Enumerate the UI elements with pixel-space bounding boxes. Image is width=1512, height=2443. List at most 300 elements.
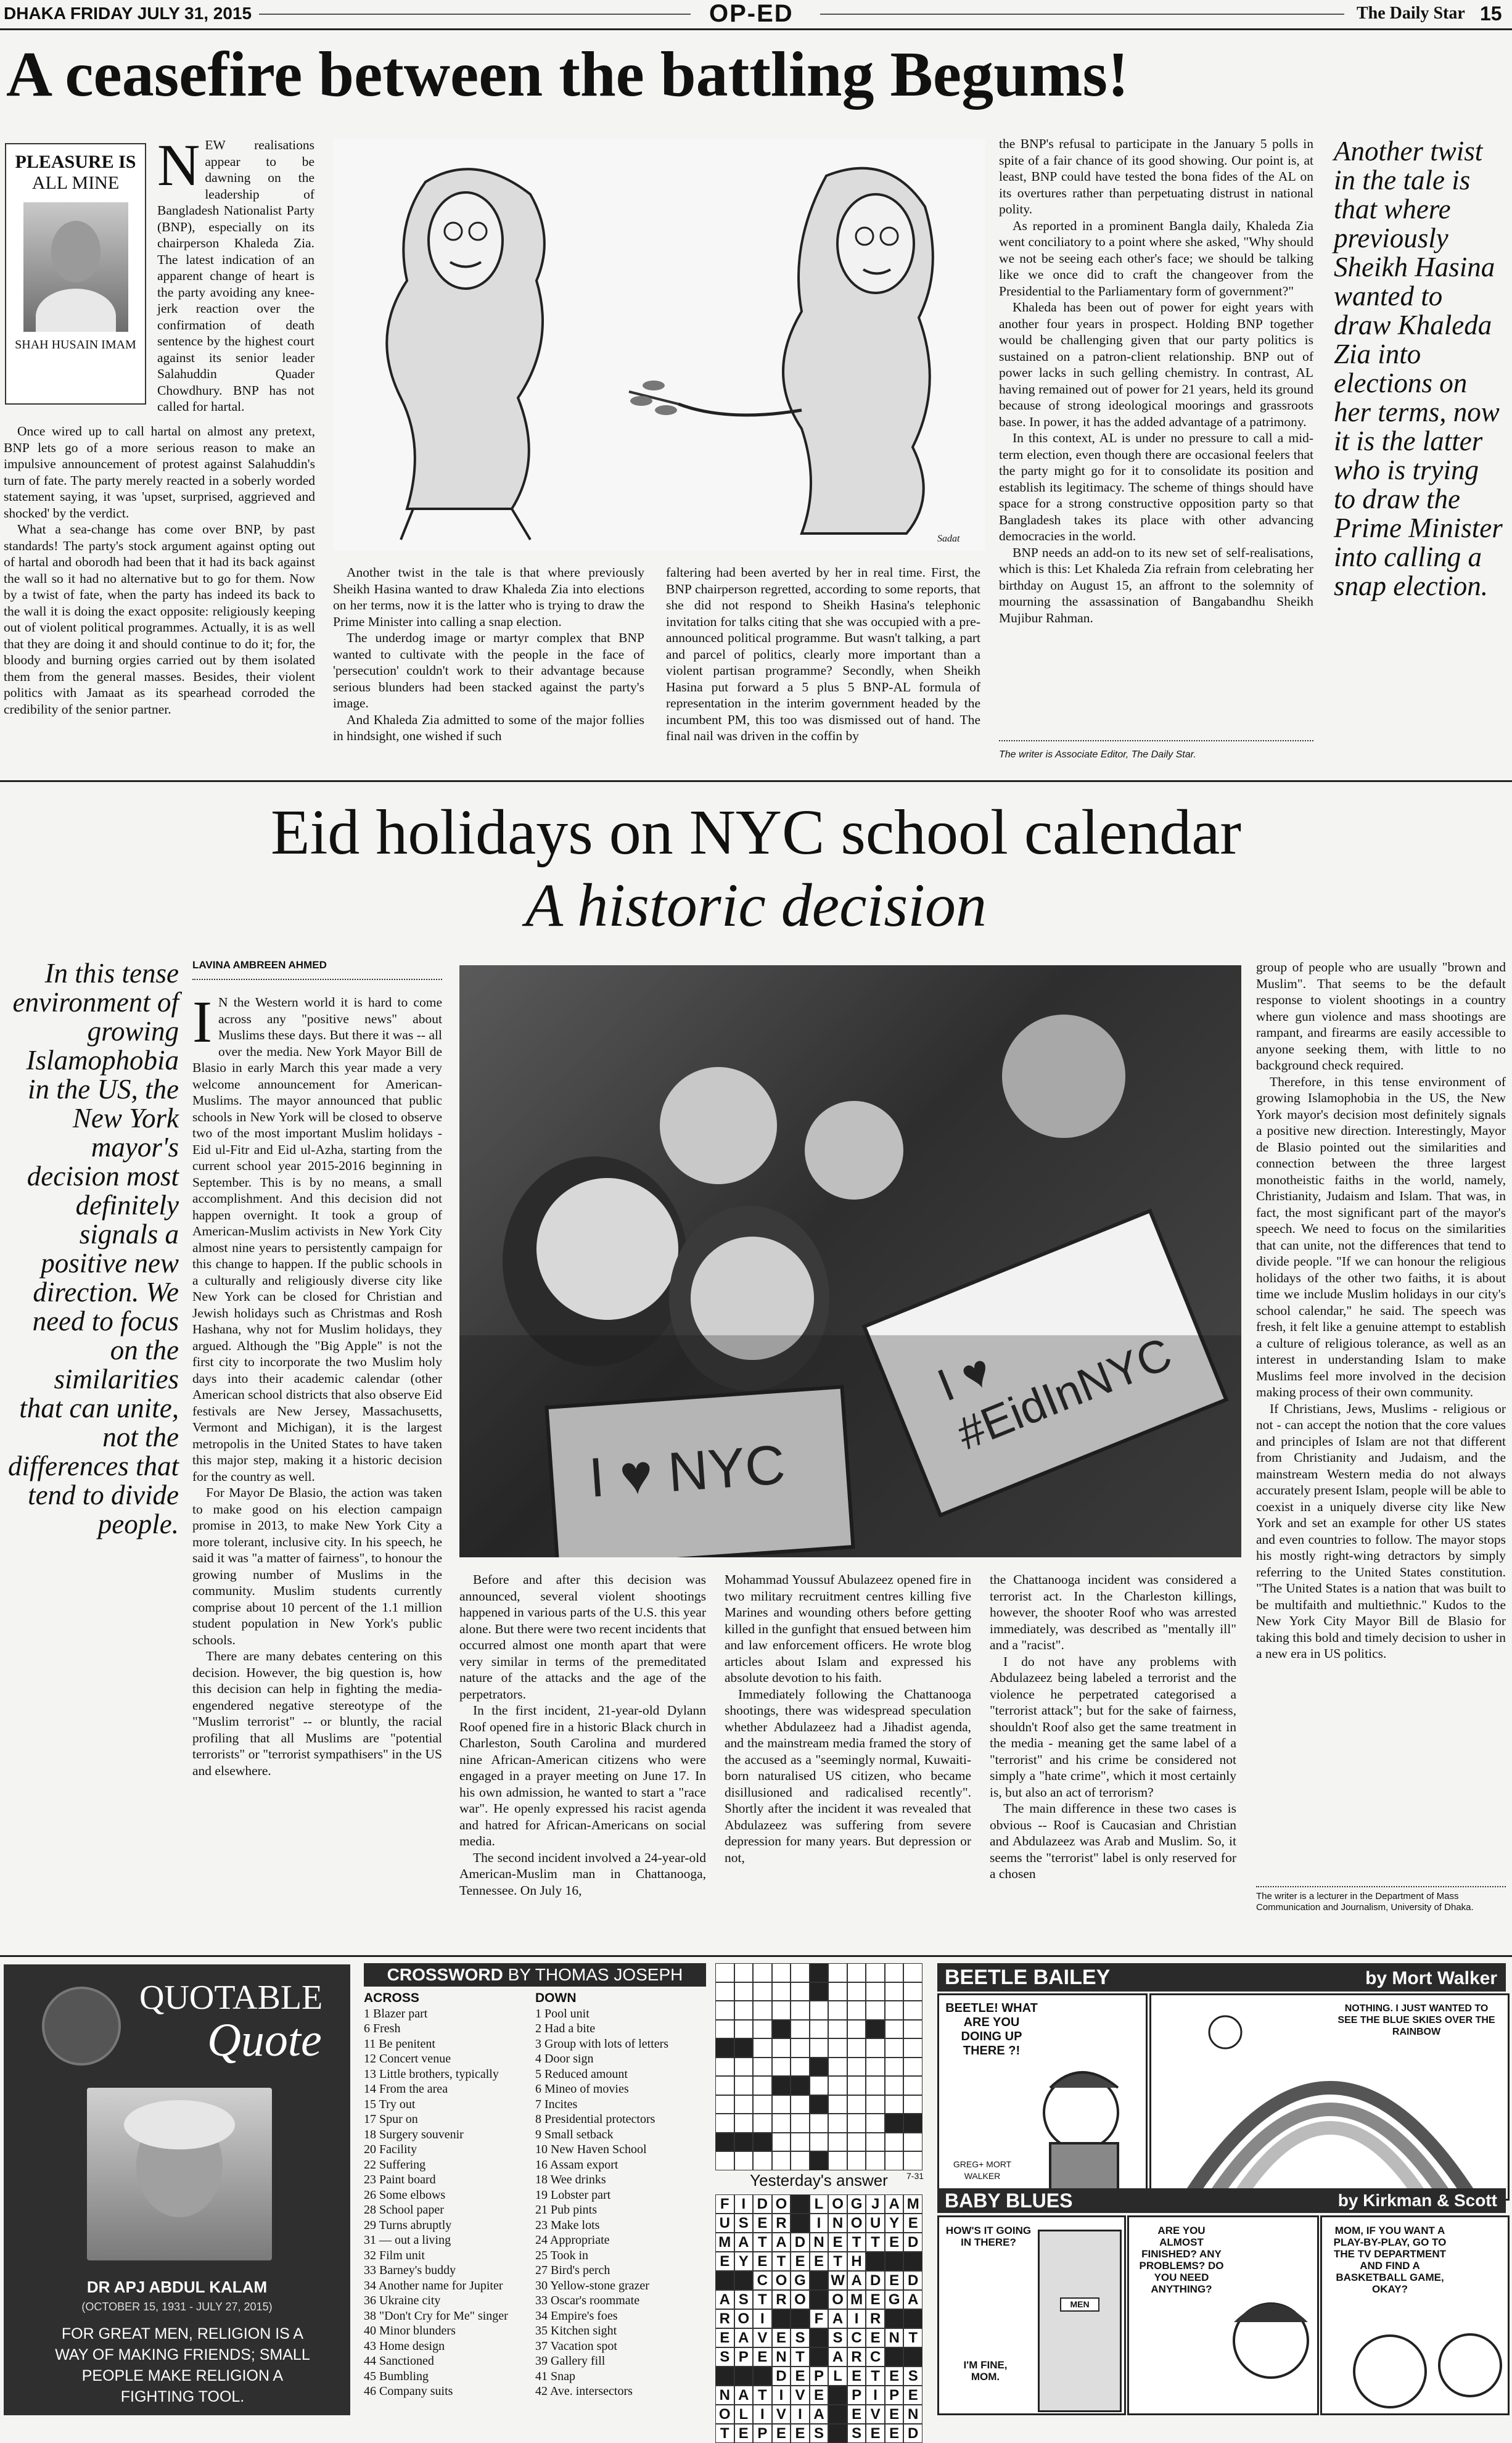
author-name: SHAH HUSAIN IMAM	[15, 338, 136, 352]
grid-cell	[753, 2058, 772, 2077]
answer-cell: O	[828, 2194, 847, 2214]
down-clue: 37 Vacation spot	[535, 2339, 617, 2353]
grid-cell	[715, 1982, 734, 2001]
cartoon-drawing	[333, 139, 985, 551]
down-clue: 41 Snap	[535, 2369, 575, 2383]
answer-cell: A	[734, 2386, 754, 2405]
down-clue: 5 Reduced amount	[535, 2067, 628, 2081]
page-number: 15	[1480, 2, 1502, 25]
grid-cell	[828, 2020, 847, 2039]
grid-cell	[885, 2095, 904, 2114]
grid-cell	[715, 2095, 734, 2114]
masthead-bar	[0, 0, 1512, 30]
grid-cell	[772, 2133, 791, 2152]
down-clue: 42 Ave. intersectors	[535, 2384, 633, 2398]
answer-cell	[734, 2271, 754, 2290]
answer-cell: T	[903, 2328, 922, 2347]
grid-cell	[772, 1982, 791, 2001]
grid-cell	[715, 2001, 734, 2020]
grid-cell	[772, 2020, 791, 2039]
grid-cell	[847, 2151, 866, 2170]
answer-cell: E	[885, 2405, 904, 2424]
answer-cell: N	[828, 2214, 847, 2233]
answer-cell: E	[791, 2367, 810, 2386]
drop-cap: N	[157, 132, 200, 198]
answer-cell: E	[885, 2271, 904, 2290]
answer-cell: I	[772, 2386, 791, 2405]
answer-cell: A	[847, 2271, 866, 2290]
answer-cell: A	[810, 2405, 829, 2424]
answer-cell: A	[828, 2347, 847, 2367]
grid-cell	[847, 2001, 866, 2020]
article1-rule	[999, 740, 1313, 741]
answer-cell	[903, 2347, 922, 2367]
grid-cell	[866, 2114, 885, 2133]
answer-cell: D	[903, 2233, 922, 2252]
author-photo	[23, 202, 128, 332]
across-clue: 23 Paint board	[364, 2173, 436, 2186]
grid-cell	[734, 2076, 754, 2095]
grid-cell	[715, 2114, 734, 2133]
babyblues-bubble-1: HOW'S IT GOING IN THERE?	[945, 2225, 1032, 2248]
answer-cell: V	[866, 2405, 885, 2424]
answer-cell: C	[847, 2328, 866, 2347]
grid-cell	[753, 1982, 772, 2001]
masthead-rule-right	[820, 14, 1344, 15]
answer-cell	[791, 2214, 810, 2233]
paper-name: The Daily Star	[1357, 4, 1465, 23]
grid-cell	[810, 2133, 829, 2152]
answer-cell: R	[715, 2309, 734, 2328]
answer-cell	[810, 2347, 829, 2367]
door-sign: MEN	[1060, 2297, 1099, 2312]
down-clue: 1 Pool unit	[535, 2006, 590, 2021]
answer-cell: H	[847, 2252, 866, 2271]
grid-cell	[885, 2038, 904, 2058]
answer-cell	[828, 2386, 847, 2405]
across-clue: 22 Suffering	[364, 2157, 426, 2172]
down-clue: 33 Oscar's roommate	[535, 2294, 640, 2307]
answer-cell: P	[810, 2367, 829, 2386]
article2-rule	[1256, 1886, 1506, 1887]
grid-cell	[810, 2001, 829, 2020]
answer-cell: N	[903, 2405, 922, 2424]
grid-cell	[753, 2151, 772, 2170]
down-clue: 10 New Haven School	[535, 2143, 647, 2156]
article1-col3: faltering had been averted by her in real time. First, the BNP chairperson regretted, according to some reports, that she did not respond to Sheikh Hasina's telephonic invitation for talks citing that she was occupied with a pre-announced political programme. But wasn't talking, a part and parcel of politics, clearly more important than a violent partisan programme? Secondly, when Sheikh Hasina put forward a 5 plus 5 BNP-AL formula of representation in the interim government headed by the incumbent PM, this too was dismissed out of hand. The final nail was driven in the coffin by	[666, 565, 980, 743]
answer-cell: E	[903, 2214, 922, 2233]
across-clue: 38 "Don't Cry for Me" singer	[364, 2309, 508, 2323]
article2-author-rule	[192, 979, 442, 980]
grid-cell	[866, 2058, 885, 2077]
article2-col1: I N the Western world it is hard to come across any "positive news" about Muslims these days. But there it was -- all over the media. New York Mayor Bill de Blasio in early March this year made a very welcome announcement for American-Muslims. The mayor announced that public schools in New York will be closed to observe two of the most important Muslim holidays - Eid ul-Fitr and Eid ul-Azha, starting from the current school year 2015-2016 beginning in September. This is by no means, a small accomplishment. And this decision did not happen overnight. It took a group of American-Muslim activists in New York City almost nine years to persistently campaign for this change to happen. If the public schools in a culturally and religiously diverse city like New York can be closed for Christian and Jewish holidays such as Christmas and Rosh Hashana, why not for Muslim holidays, they argued. Although the "Big Apple" is not the first city to incorporate the two Muslim holy days into their academic calendar (other American school districts that also observe Eid festivals are New Jersey, Massachusetts, Vermont and Michigan), it is the largest metropolis in the United States to have taken this major step, making it a historic decision for the country as well. For Mayor De Blasio, the action was taken to make good on his election campaign promise in 2013, to make New York City a more tolerant, inclusive city. In his speech, he said it was "a matter of fairness", to honour the growing number of Muslims in the community. Muslim students currently comprise about 10 percent of the 1.1 million student population in New York's public schools. There are many debates centering on this decision. However, the big question is, how this decision can help in fighting the media-engendered negative stereotype of the "Muslim terrorist" -- or bluntly, the racial profiling that all Muslims are "potential terrorists" or "terrorist sympathisers" in the US and elsewhere.	[192, 989, 442, 1778]
grid-cell	[734, 2151, 754, 2170]
grid-cell	[753, 2076, 772, 2095]
answer-cell: E	[866, 2290, 885, 2309]
grid-cell	[753, 2020, 772, 2039]
article2-col2: Before and after this decision was announced, several violent shootings happened in various parts of the U.S. this year alone. But there were two recent incidents that occurred almost one month apart that were very similar in terms of the premeditated nature of the attacks and the age of the perpetrators. In the first incident, 21-year-old Dylann Roof opened fire in a historic Black church in Charleston, South Carolina and murdered nine African-American citizens who were engaged in a prayer meeting on June 17. In his own admission, he wanted to start a "race war". He openly expressed his racist agenda and hatred for African-Americans on social media. The second incident involved a 24-year-old American-Muslim man in Chattanooga, Tennessee. On July 16,	[459, 1572, 706, 1898]
answer-cell: A	[715, 2290, 734, 2309]
answer-cell: E	[753, 2214, 772, 2233]
across-clue: 17 Spur on	[364, 2112, 418, 2126]
grid-cell	[772, 2095, 791, 2114]
answer-cell: S	[828, 2328, 847, 2347]
grid-cell	[715, 2151, 734, 2170]
answer-cell: S	[734, 2290, 754, 2309]
across-clue: 32 Film unit	[364, 2248, 425, 2262]
grid-cell	[903, 2001, 922, 2020]
grid-cell	[903, 1963, 922, 1982]
down-clue: 4 Door sign	[535, 2052, 594, 2066]
grid-cell	[866, 2001, 885, 2020]
beetle-bubble-2: NOTHING. I JUST WANTED TO SEE THE BLUE SKIES OVER THE RAINBOW	[1337, 2003, 1495, 2037]
grid-cell	[810, 2095, 829, 2114]
grid-cell	[753, 2038, 772, 2058]
answer-cell: L	[734, 2405, 754, 2424]
grid-cell	[734, 2114, 754, 2133]
answer-cell: E	[734, 2424, 754, 2443]
down-clue: 8 Presidential protectors	[535, 2112, 655, 2126]
answer-cell: G	[847, 2194, 866, 2214]
answer-title: Yesterday's answer	[750, 2171, 888, 2190]
answer-cell: T	[753, 2386, 772, 2405]
crossword-grid	[715, 1963, 922, 2170]
answer-cell: A	[885, 2194, 904, 2214]
answer-cell: A	[903, 2290, 922, 2309]
answer-cell: E	[753, 2347, 772, 2367]
down-clue: 39 Gallery fill	[535, 2354, 606, 2368]
across-clue: 18 Surgery souvenir	[364, 2127, 464, 2141]
answer-cell: S	[715, 2347, 734, 2367]
answer-cell	[753, 2367, 772, 2386]
grid-cell	[791, 2058, 810, 2077]
answer-cell: Y	[734, 2252, 754, 2271]
grid-cell	[734, 1982, 754, 2001]
answer-cell: T	[866, 2233, 885, 2252]
answer-cell	[885, 2347, 904, 2367]
grid-cell	[847, 2114, 866, 2133]
article2-photo	[459, 965, 1241, 1557]
across-clue: 6 Fresh	[364, 2022, 401, 2035]
answer-cell	[734, 2367, 754, 2386]
answer-cell: T	[753, 2233, 772, 2252]
answer-cell: R	[772, 2290, 791, 2309]
grid-cell	[828, 2151, 847, 2170]
across-clue: 40 Minor blunders	[364, 2324, 456, 2338]
column-name-line-1: PLEASURE IS	[15, 152, 136, 172]
answer-cell: E	[772, 2424, 791, 2443]
quotable-title-2: Quote	[207, 2014, 322, 2066]
answer-cell	[791, 2194, 810, 2214]
photo-people	[459, 965, 1241, 1557]
across-clue: 14 From the area	[364, 2082, 448, 2096]
answer-cell: I	[847, 2309, 866, 2328]
article1-pull-quote: Another twist in the tale is that where previously Sheikh Hasina wanted to draw Khaleda Zia into elections on her terms, now it is the latter who is trying to draw the Prime Minister into calling a snap election.	[1334, 136, 1503, 601]
grid-cell	[791, 2038, 810, 2058]
answer-cell: O	[847, 2214, 866, 2233]
answer-cell: T	[715, 2424, 734, 2443]
grid-cell	[885, 1982, 904, 2001]
answer-cell: I	[753, 2309, 772, 2328]
down-clue: 9 Small setback	[535, 2127, 614, 2141]
answer-cell: O	[734, 2309, 754, 2328]
grid-cell	[885, 2058, 904, 2077]
answer-grid	[715, 2194, 922, 2442]
grid-cell	[847, 2133, 866, 2152]
down-clue: 18 Wee drinks	[535, 2173, 606, 2186]
down-clue: 21 Pub pints	[535, 2203, 598, 2217]
across-clue: 26 Some elbows	[364, 2188, 446, 2202]
answer-cell: N	[885, 2328, 904, 2347]
answer-cell: M	[715, 2233, 734, 2252]
answer-cell: E	[885, 2233, 904, 2252]
answer-cell: S	[903, 2367, 922, 2386]
answer-cell: E	[903, 2386, 922, 2405]
answer-cell: A	[734, 2328, 754, 2347]
answer-cell: P	[885, 2386, 904, 2405]
grid-cell	[866, 2133, 885, 2152]
answer-cell	[903, 2309, 922, 2328]
grid-cell	[810, 2038, 829, 2058]
answer-cell	[885, 2252, 904, 2271]
grid-cell	[885, 2151, 904, 2170]
answer-cell: F	[810, 2309, 829, 2328]
babyblues-panel-1	[937, 2215, 1126, 2415]
answer-cell: E	[772, 2328, 791, 2347]
down-clue: 2 Had a bite	[535, 2022, 596, 2035]
down-clue: 27 Bird's perch	[535, 2264, 610, 2277]
answer-cell: D	[791, 2233, 810, 2252]
article2-col3: Mohammad Youssuf Abulazeez opened fire in two military recruitment centres killing five Marines and wounding others before getting killed in the gunfight that ensued between him and law enforcement officers. He wrote blog articles about Islam and expressed his absolute devotion to his faith. Immediately following the Chattanooga shootings, there was widespread speculation whether Abdulazeez had a Jihadist agenda, and the mainstream media framed the story of the accused as a "seemingly normal, Kuwaiti-born naturalised US citizen, who became disillusioned and radicalised recently". Shortly after the incident it was revealed that Abdulazeez was suffering from severe depression for many years. But depression or not,	[725, 1572, 971, 1865]
down-clue: 19 Lobster part	[535, 2188, 611, 2202]
grid-cell	[885, 2114, 904, 2133]
answer-cell	[791, 2309, 810, 2328]
down-clue: 23 Make lots	[535, 2218, 600, 2232]
answer-cell: T	[753, 2290, 772, 2309]
answer-cell	[810, 2328, 829, 2347]
grid-cell	[866, 2151, 885, 2170]
answer-cell: E	[791, 2424, 810, 2443]
grid-cell	[828, 2095, 847, 2114]
beetle-panel-2	[1149, 1993, 1510, 2201]
grid-cell	[847, 2020, 866, 2039]
answer-cell: E	[885, 2367, 904, 2386]
grid-cell	[810, 2151, 829, 2170]
answer-cell	[715, 2271, 734, 2290]
grid-cell	[903, 2038, 922, 2058]
masthead-rule-left	[259, 14, 691, 15]
babyblues-title: BABY BLUES	[945, 2190, 1073, 2212]
down-clue: 16 Assam export	[535, 2157, 618, 2172]
down-clue: 34 Empire's foes	[535, 2309, 618, 2323]
babyblues-header	[937, 2188, 1506, 2213]
answer-cell: E	[753, 2252, 772, 2271]
grid-cell	[828, 2001, 847, 2020]
answer-cell: P	[734, 2347, 754, 2367]
answer-cell: C	[753, 2271, 772, 2290]
kalam-name: DR APJ ABDUL KALAM	[86, 2278, 268, 2296]
beetle-by: by Mort Walker	[1365, 1968, 1497, 1988]
answer-cell: R	[847, 2347, 866, 2367]
answer-cell: G	[791, 2271, 810, 2290]
grid-cell	[715, 2133, 734, 2152]
grid-cell	[753, 1963, 772, 1982]
across-clue: 36 Ukraine city	[364, 2294, 441, 2307]
answer-cell: O	[791, 2290, 810, 2309]
answer-cell: E	[847, 2405, 866, 2424]
babyblues-by: by Kirkman & Scott	[1337, 2191, 1497, 2210]
across-clue: 15 Try out	[364, 2097, 416, 2111]
grid-cell	[753, 2001, 772, 2020]
article1-col1-lower: Once wired up to call hartal on almost any pretext, BNP lets go of a more serious reason to make an impulsive announcement of protest against Salahuddin's turn of fate. The party merely reacted in a soberly worded statement saying, it was 'upset, surprised, aggrieved and shocked' by the verdict. What a sea-change has come over BNP, by past standards! The party's stock argument against opting out of hartal and oborodh had been that it had its back against the wall so it had no alternative but to go for them. Now by a twist of fate, when the party has indeed its back to the wall it is doing the exact opposite: religiously keeping out of violent political programmes. Actually, it is as well that they are doing it and should continue to do it; for, the bloody and burning orgies carried out by them isolated them from the general masses. Besides, their violent politics with Jamaat as its spearhead corroded the credibility of the senior partner.	[4, 424, 315, 717]
across-clue: 20 Facility	[364, 2143, 417, 2156]
grid-cell	[885, 2076, 904, 2095]
grid-cell	[885, 2001, 904, 2020]
grid-cell	[791, 2133, 810, 2152]
cartoon-signature: Sadat	[937, 534, 960, 544]
grid-cell	[734, 2038, 754, 2058]
grid-cell	[791, 2020, 810, 2039]
grid-cell	[810, 2114, 829, 2133]
down-clues: DOWN 1 Pool unit 2 Had a bite 3 Group with lots of letters 4 Door sign 5 Reduced amount 6 Mineo of movies 7 Incites 8 Presidential protectors 9 Small setback 10 New Haven School 16 Assam export 18 Wee drinks 19 Lobster part 21 Pub pints 23 Make lots 24 Appropriate 25 Took in 27 Bird's perch 30 Yellow-stone grazer 33 Oscar's roommate 34 Empire's foes 35 Kitchen sight 37 Vacation spot 39 Gallery fill 41 Snap 42 Ave. intersectors	[535, 1991, 708, 2399]
grid-cell	[828, 1963, 847, 1982]
grid-cell	[791, 2001, 810, 2020]
grid-cell	[810, 1982, 829, 2001]
answer-cell: O	[772, 2271, 791, 2290]
column-name-line-2: ALL MINE	[31, 173, 120, 193]
answer-cell: E	[866, 2328, 885, 2347]
down-clue: 6 Mineo of movies	[535, 2082, 629, 2096]
across-clue: 1 Blazer part	[364, 2006, 428, 2021]
answer-cell: U	[866, 2214, 885, 2233]
grid-cell	[734, 1963, 754, 1982]
grid-cell	[903, 2114, 922, 2133]
answer-cell: V	[753, 2328, 772, 2347]
across-clue: 45 Bumbling	[364, 2369, 429, 2383]
kalam-quote: FOR GREAT MEN, RELIGION IS A WAY OF MAKING FRIENDS; SMALL PEOPLE MAKE RELIGION A FIGHTING TOOL.	[55, 2325, 310, 2405]
grid-cell	[715, 2020, 734, 2039]
grid-cell	[866, 1963, 885, 1982]
bottom-divider	[0, 1955, 1512, 1957]
answer-cell: F	[715, 2194, 734, 2214]
grid-cell	[847, 1963, 866, 1982]
answer-cell: M	[903, 2194, 922, 2214]
answer-cell: D	[866, 2271, 885, 2290]
answer-cell: N	[810, 2233, 829, 2252]
grid-cell	[903, 2133, 922, 2152]
grid-cell	[772, 2058, 791, 2077]
kalam-portrait	[87, 2088, 272, 2260]
quote-bubble-icon	[42, 1987, 121, 2066]
answer-cell	[810, 2271, 829, 2290]
quotable-title-1: QUOTABLE	[139, 1979, 323, 2017]
answer-cell: T	[791, 2347, 810, 2367]
column-box	[5, 143, 146, 405]
grid-cell	[810, 2058, 829, 2077]
babyblues-bubble-2: I'M FINE, MOM.	[963, 2359, 1008, 2383]
answer-cell: O	[772, 2194, 791, 2214]
answer-cell: D	[903, 2424, 922, 2443]
beetle-title: BEETLE BAILEY	[945, 1966, 1111, 1989]
grid-cell	[828, 2114, 847, 2133]
grid-cell	[903, 2095, 922, 2114]
beetle-header	[937, 1963, 1506, 1992]
babyblues-bubble-3: ARE YOU ALMOST FINISHED? ANY PROBLEMS? DO YOU NEED ANYTHING?	[1139, 2225, 1224, 2295]
answer-cell: E	[810, 2386, 829, 2405]
beetle-panel-1	[937, 1993, 1148, 2201]
grid-cell	[772, 2001, 791, 2020]
answer-cell: T	[847, 2233, 866, 2252]
grid-cell	[810, 1963, 829, 1982]
answer-cell: E	[847, 2367, 866, 2386]
grid-cell	[734, 2095, 754, 2114]
grid-cell	[791, 1963, 810, 1982]
answer-cell: W	[828, 2271, 847, 2290]
article1-footnote: The writer is Associate Editor, The Daily Star.	[999, 749, 1196, 760]
answer-cell: A	[828, 2309, 847, 2328]
door	[1038, 2230, 1122, 2412]
grid-cell	[753, 2133, 772, 2152]
answer-cell: E	[828, 2233, 847, 2252]
answer-cell	[715, 2367, 734, 2386]
photo-sign-2: I ♥ #EidInNYC	[930, 1327, 1179, 1460]
answer-cell: J	[866, 2194, 885, 2214]
grid-cell	[847, 2076, 866, 2095]
grid-cell	[828, 1982, 847, 2001]
grid-cell	[810, 2020, 829, 2039]
grid-cell	[772, 2114, 791, 2133]
across-clue: 12 Concert venue	[364, 2052, 451, 2066]
answer-cell: L	[810, 2194, 829, 2214]
grid-cell	[715, 1963, 734, 1982]
grid-cell	[753, 2095, 772, 2114]
answer-cell: S	[847, 2424, 866, 2443]
answer-cell: I	[734, 2194, 754, 2214]
answer-cell: S	[734, 2214, 754, 2233]
grid-cell	[828, 2058, 847, 2077]
crossword-by: BY THOMAS JOSEPH	[507, 1965, 683, 1984]
answer-cell: T	[866, 2367, 885, 2386]
crossword-grid-note: 7-31	[906, 2171, 924, 2181]
answer-cell: A	[772, 2233, 791, 2252]
crossword-header	[364, 1963, 706, 1987]
grid-cell	[791, 2076, 810, 2095]
grid-cell	[772, 2076, 791, 2095]
grid-cell	[734, 2020, 754, 2039]
grid-cell	[847, 2095, 866, 2114]
drop-cap: I	[192, 989, 212, 1055]
grid-cell	[903, 2076, 922, 2095]
article1-col1: NEW realisations appear to be dawning on the leadership of Bangladesh Nationalist Party (BNP), especially on its chairperson Khaleda Zia. The latest indication of an apparent change of heart is the party avoiding any knee-jerk reaction over the confirmation of death sentence by the highest court against its senior leader Salahuddin Quader Chowdhury. BNP has not called for hartal.	[157, 132, 314, 414]
article2-subhead: A historic decision	[525, 871, 987, 939]
answer-cell: E	[866, 2424, 885, 2443]
answer-cell: T	[828, 2252, 847, 2271]
answer-cell: N	[772, 2347, 791, 2367]
article1-headline: A ceasefire between the battling Begums!	[6, 39, 1129, 110]
grid-cell	[866, 2095, 885, 2114]
answer-cell: S	[810, 2424, 829, 2443]
grid-cell	[903, 2020, 922, 2039]
across-clue: 13 Little brothers, typically	[364, 2067, 499, 2081]
across-clue: 31 — out a living	[364, 2233, 451, 2247]
photo-sign-1: I ♥ NYC	[586, 1434, 787, 1509]
answer-cell: I	[810, 2214, 829, 2233]
answer-cell: C	[866, 2347, 885, 2367]
grid-cell	[903, 2058, 922, 2077]
grid-cell	[791, 2114, 810, 2133]
section-label: OP-ED	[709, 0, 794, 27]
answer-cell: O	[828, 2290, 847, 2309]
